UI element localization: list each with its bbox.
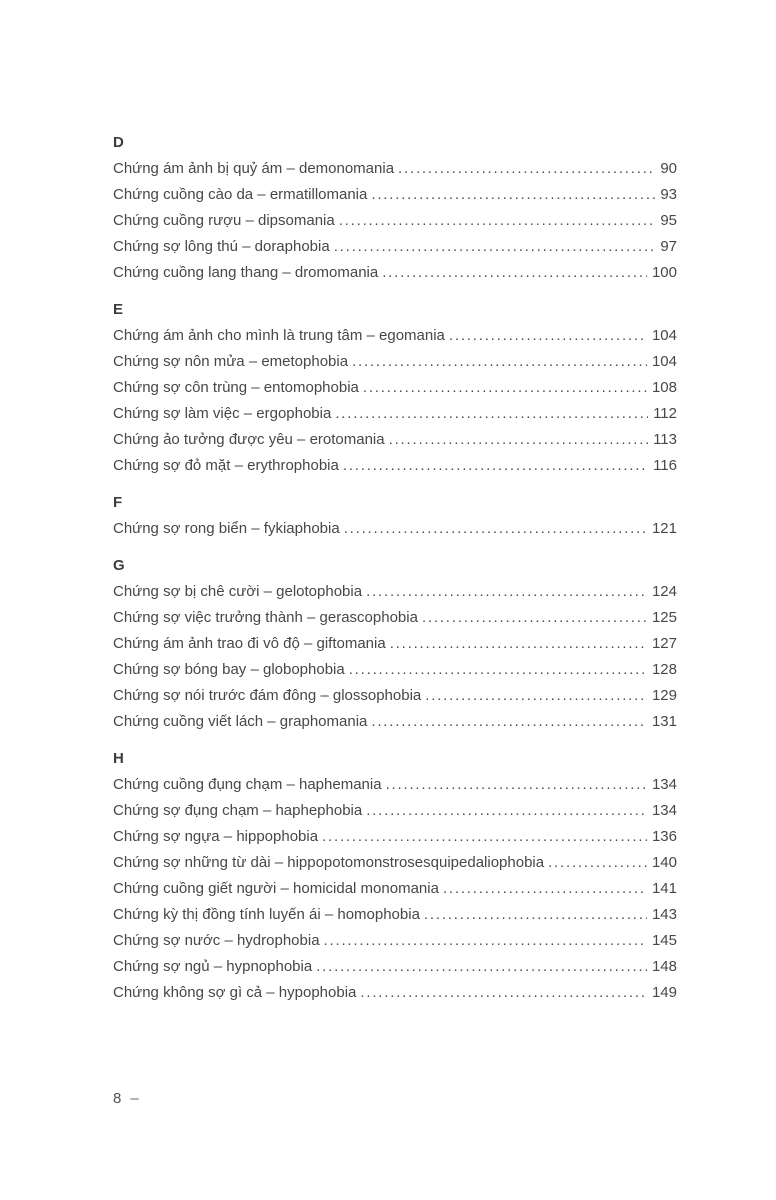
toc-entry bbox=[113, 579, 677, 605]
toc-entry-page: 143 bbox=[651, 906, 677, 923]
toc-entry bbox=[113, 234, 677, 260]
dot-leader bbox=[343, 453, 648, 479]
toc-entry-page: 140 bbox=[651, 854, 677, 871]
toc-entry bbox=[113, 876, 677, 902]
section-letter-heading: H bbox=[113, 750, 124, 767]
toc-entry-page: 95 bbox=[660, 212, 677, 229]
toc-entry-page: 108 bbox=[651, 379, 677, 396]
toc-entry bbox=[113, 260, 677, 286]
dot-leader bbox=[398, 156, 655, 182]
toc-entry bbox=[113, 182, 677, 208]
section-letter-heading: E bbox=[113, 301, 124, 318]
section-letter-heading: F bbox=[113, 494, 123, 511]
toc-entry-page: 141 bbox=[651, 880, 677, 897]
toc-entry bbox=[113, 605, 677, 631]
dot-leader bbox=[382, 260, 647, 286]
toc-section-g bbox=[113, 553, 677, 735]
toc-entry-title: Chứng sợ bóng bay – globophobia bbox=[113, 661, 345, 678]
dot-leader bbox=[322, 824, 647, 850]
toc-entry-title: Chứng sợ ngủ – hypnophobia bbox=[113, 958, 313, 975]
toc-entry-title: Chứng sợ những từ dài – hippopotomonstrosesquipedaliophobia bbox=[113, 854, 545, 871]
toc-entry bbox=[113, 772, 677, 798]
toc-entry-page: 125 bbox=[651, 609, 677, 626]
dot-leader bbox=[371, 709, 647, 735]
dot-leader bbox=[424, 902, 647, 928]
toc-entry-title: Chứng sợ bị chê cười – gelotophobia bbox=[113, 583, 363, 600]
dot-leader bbox=[449, 323, 647, 349]
dot-leader bbox=[386, 772, 647, 798]
dot-leader bbox=[366, 579, 647, 605]
toc-entry-page: 97 bbox=[660, 238, 677, 255]
toc-entry-page: 136 bbox=[651, 828, 677, 845]
toc-entry-title: Chứng cuồng lang thang – dromomania bbox=[113, 264, 379, 281]
dot-leader bbox=[548, 850, 647, 876]
toc-entry bbox=[113, 954, 677, 980]
dot-leader bbox=[422, 605, 647, 631]
toc-entry-title: Chứng sợ nước – hydrophobia bbox=[113, 932, 320, 949]
toc-entry-title: Chứng sợ lông thú – doraphobia bbox=[113, 238, 330, 255]
toc-entry bbox=[113, 902, 677, 928]
dot-leader bbox=[324, 928, 647, 954]
toc-entry bbox=[113, 156, 677, 182]
page-footer bbox=[113, 1086, 139, 1112]
toc-entry-title: Chứng sợ việc trưởng thành – gerascophobia bbox=[113, 609, 418, 626]
toc-entry-title: Chứng cuồng giết người – homicidal monomania bbox=[113, 880, 439, 897]
toc-entry bbox=[113, 349, 677, 375]
toc-entry-page: 145 bbox=[651, 932, 677, 949]
toc-entry bbox=[113, 375, 677, 401]
toc-entry-title: Chứng cuồng cào da – ermatillomania bbox=[113, 186, 368, 203]
toc-entry-page: 93 bbox=[660, 186, 677, 203]
toc-entry-title: Chứng sợ ngựa – hippophobia bbox=[113, 828, 319, 845]
toc-entry-title: Chứng sợ rong biển – fykiaphobia bbox=[113, 520, 340, 537]
toc-entry bbox=[113, 980, 677, 1006]
dot-leader bbox=[390, 631, 647, 657]
dot-leader bbox=[425, 683, 647, 709]
toc-entry bbox=[113, 323, 677, 349]
dot-leader bbox=[344, 516, 647, 542]
toc-entry-page: 112 bbox=[653, 405, 677, 422]
toc-entry-page: 131 bbox=[651, 713, 677, 730]
toc-entry-page: 134 bbox=[651, 802, 677, 819]
section-letter-heading: D bbox=[113, 134, 124, 151]
toc-entry bbox=[113, 824, 677, 850]
toc-entry bbox=[113, 683, 677, 709]
dot-leader bbox=[360, 980, 647, 1006]
dot-leader bbox=[443, 876, 647, 902]
toc-entry bbox=[113, 928, 677, 954]
toc-section-h bbox=[113, 746, 677, 1006]
toc-entry-title: Chứng cuồng rượu – dipsomania bbox=[113, 212, 335, 229]
toc-section-d bbox=[113, 130, 677, 286]
toc-section-e bbox=[113, 297, 677, 479]
dot-leader bbox=[352, 349, 647, 375]
toc-entry-title: Chứng kỳ thị đồng tính luyến ái – homophobia bbox=[113, 906, 420, 923]
toc-entry-page: 148 bbox=[651, 958, 677, 975]
toc-entry bbox=[113, 401, 677, 427]
toc-entry-title: Chứng cuồng viết lách – graphomania bbox=[113, 713, 368, 730]
toc-entry-page: 149 bbox=[651, 984, 677, 1001]
dot-leader bbox=[339, 208, 656, 234]
toc-entry-page: 127 bbox=[651, 635, 677, 652]
dot-leader bbox=[363, 375, 647, 401]
toc-entry-title: Chứng không sợ gì cả – hypophobia bbox=[113, 984, 357, 1001]
page-number: 8 bbox=[113, 1090, 122, 1107]
toc-entry-page: 113 bbox=[653, 431, 677, 448]
toc-entry-title: Chứng sợ làm việc – ergophobia bbox=[113, 405, 332, 422]
toc-entry-title: Chứng ám ảnh bị quỷ ám – demonomania bbox=[113, 160, 395, 177]
toc-entry-title: Chứng ám ảnh trao đi vô độ – giftomania bbox=[113, 635, 386, 652]
toc-entry-title: Chứng sợ côn trùng – entomophobia bbox=[113, 379, 359, 396]
toc-entry-page: 128 bbox=[651, 661, 677, 678]
toc-entry-page: 134 bbox=[651, 776, 677, 793]
toc-entry-title: Chứng sợ nói trước đám đông – glossophobia bbox=[113, 687, 422, 704]
toc-entry-title: Chứng sợ nôn mửa – emetophobia bbox=[113, 353, 349, 370]
dot-leader bbox=[366, 798, 647, 824]
toc-entry-title: Chứng ảo tưởng được yêu – erotomania bbox=[113, 431, 385, 448]
toc-entry-page: 124 bbox=[651, 583, 677, 600]
section-letter-heading: G bbox=[113, 557, 125, 574]
toc-section-f bbox=[113, 490, 677, 542]
dot-leader bbox=[349, 657, 647, 683]
toc-entry-title: Chứng cuồng đụng chạm – haphemania bbox=[113, 776, 382, 793]
toc-entry bbox=[113, 631, 677, 657]
toc-entry bbox=[113, 798, 677, 824]
toc-entry bbox=[113, 850, 677, 876]
toc-entry bbox=[113, 516, 677, 542]
dot-leader bbox=[335, 401, 648, 427]
toc-entry-title: Chứng ám ảnh cho mình là trung tâm – egomania bbox=[113, 327, 445, 344]
footer-dash: – bbox=[130, 1090, 139, 1107]
toc-entry-title: Chứng sợ đỏ mặt – erythrophobia bbox=[113, 457, 339, 474]
toc-entry bbox=[113, 453, 677, 479]
dot-leader bbox=[371, 182, 655, 208]
toc-entry bbox=[113, 657, 677, 683]
toc-entry-page: 90 bbox=[660, 160, 677, 177]
dot-leader bbox=[316, 954, 647, 980]
toc-entry bbox=[113, 208, 677, 234]
toc-entry-page: 116 bbox=[653, 457, 677, 474]
toc-entry-title: Chứng sợ đụng chạm – haphephobia bbox=[113, 802, 363, 819]
toc bbox=[113, 130, 677, 1006]
toc-entry-page: 129 bbox=[651, 687, 677, 704]
toc-entry-page: 104 bbox=[651, 353, 677, 370]
toc-entry-page: 100 bbox=[651, 264, 677, 281]
toc-entry-page: 121 bbox=[651, 520, 677, 537]
dot-leader bbox=[334, 234, 656, 260]
dot-leader bbox=[389, 427, 648, 453]
toc-entry bbox=[113, 427, 677, 453]
toc-entry bbox=[113, 709, 677, 735]
toc-entry-page: 104 bbox=[651, 327, 677, 344]
